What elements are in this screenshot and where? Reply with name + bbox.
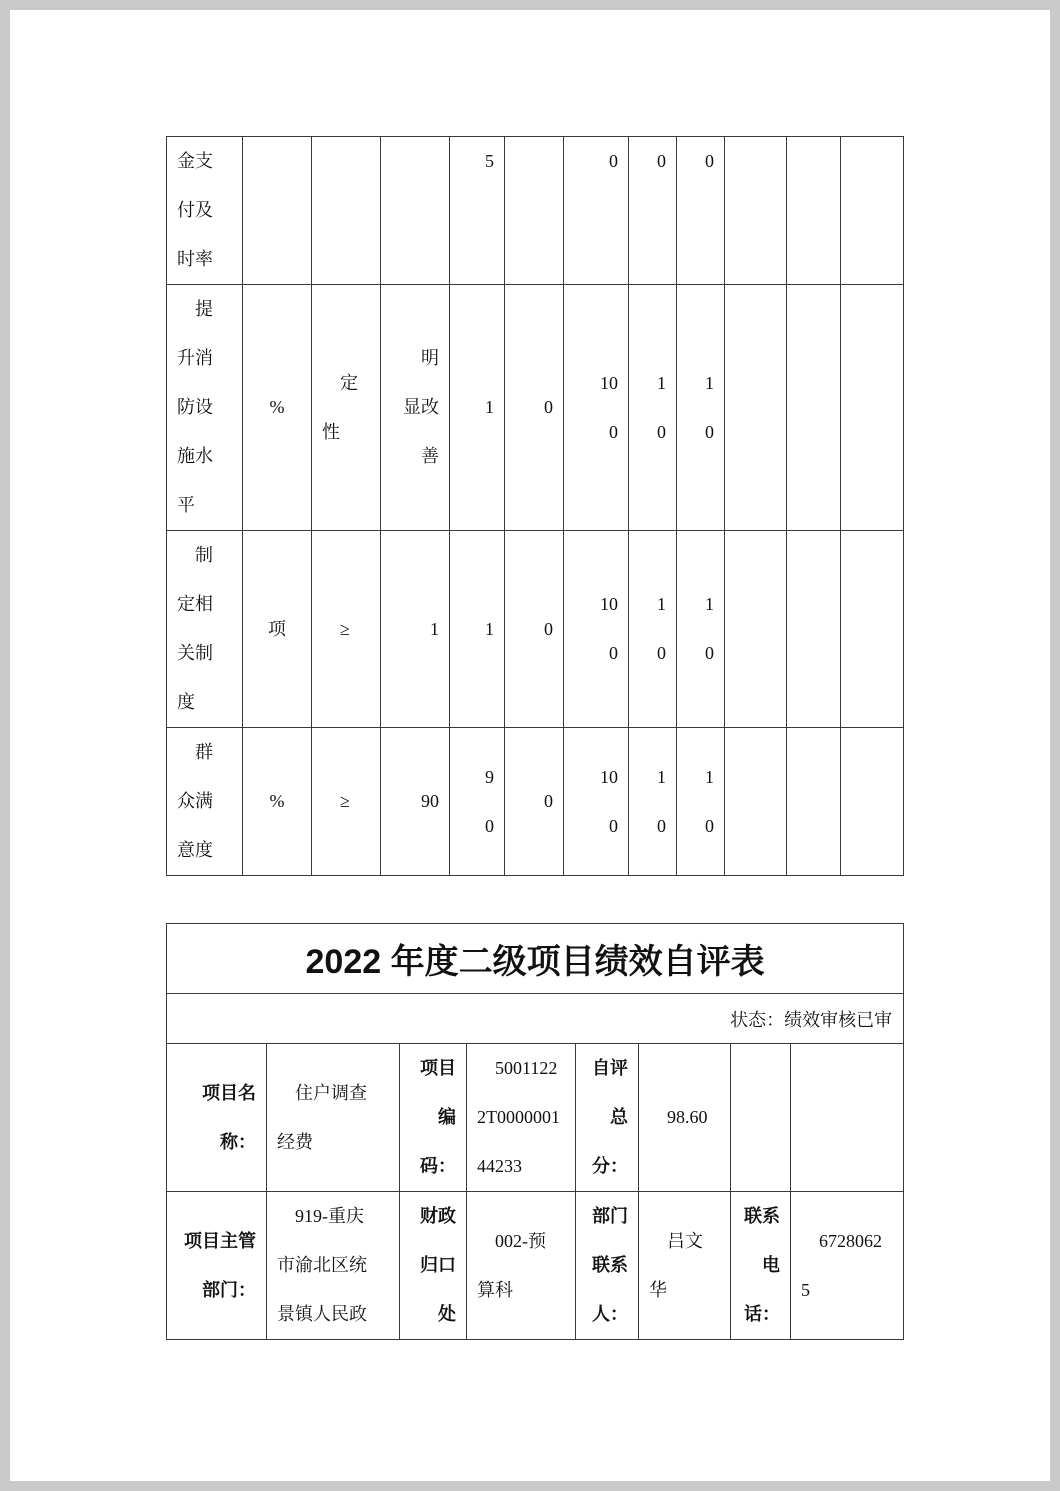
indicator-cell [505,728,564,876]
cell-line: 10 [600,372,618,393]
cell-line: 部门： [202,1279,256,1300]
indicator-cell [243,728,312,876]
cell-line: 0 [544,397,553,417]
indicator-cell [381,728,450,876]
indicator-cell [677,137,725,285]
cell-line: 0 [705,151,714,171]
indicator-cell [312,285,381,531]
info-row [167,1044,904,1192]
project-code-label [400,1044,467,1192]
cell-line: 升消 [177,348,213,368]
cell-line: 1 [657,594,666,614]
cell-line: 0 [705,421,714,442]
indicator-cell [505,137,564,285]
cell-line: % [269,397,285,417]
project-code-value [467,1044,576,1192]
indicator-cell [450,137,505,285]
indicator-name-cell [167,137,243,285]
cell-line: 定相 [177,594,213,614]
cell-line: 总 [610,1107,628,1127]
indicator-cell [505,285,564,531]
indicator-cell [243,137,312,285]
cell-line: 显改 [403,397,439,417]
cell-line: 1 [705,594,714,614]
cell-line: 1 [485,397,494,417]
indicator-cell [564,728,629,876]
cell-line: 项目名 [202,1082,256,1103]
cell-line: 群 [195,742,213,762]
cell-line: 1 [657,766,666,787]
phone-label [731,1192,791,1340]
cell-line: 防设 [177,397,213,417]
project-name-label [167,1044,267,1192]
cell-line: 度 [177,692,195,712]
indicator-cell [629,531,677,728]
indicator-cell [725,728,787,876]
cell-line: 算科 [477,1279,513,1300]
blank-cell [731,1044,791,1192]
indicator-cell [725,285,787,531]
cell-line: 1 [430,618,439,639]
indicator-cell [787,531,841,728]
indicator-name-cell [167,285,243,531]
cell-line: 2T0000001 [477,1107,560,1127]
indicator-cell [677,531,725,728]
indicator-name-cell [167,728,243,876]
cell-line: 0 [485,815,494,836]
indicator-cell [841,531,904,728]
indicator-cell [841,728,904,876]
cell-line: 项目主管 [184,1230,256,1251]
indicator-cell [787,728,841,876]
cell-line: 5 [801,1279,810,1300]
indicator-cell [725,531,787,728]
cell-line: 明 [421,348,439,368]
indicator-cell [243,531,312,728]
title-row [167,924,904,994]
cell-line: 施水 [177,446,213,466]
cell-line: 住户调查 [295,1082,367,1103]
cell-line: 0 [705,815,714,836]
cell-line: 码： [420,1156,456,1176]
blank-cell [791,1044,904,1192]
cell-line: 归口 [420,1255,456,1275]
cell-line: 6728062 [819,1230,882,1251]
cell-line: 时率 [177,249,213,269]
cell-line: 1 [657,372,666,393]
cell-line: 0 [705,643,714,663]
cell-line: 1 [705,766,714,787]
cell-line: 华 [649,1279,667,1300]
cell-line: 0 [609,421,618,442]
indicator-row [167,728,904,876]
cell-line: 项 [268,618,286,639]
cell-line: 自评 [592,1058,628,1078]
cell-line: 编 [438,1107,456,1127]
cell-line: 关制 [177,643,213,663]
cell-line: 002-预 [495,1230,546,1251]
indicator-cell [787,285,841,531]
cell-line: 44233 [477,1156,522,1176]
indicator-cell [841,285,904,531]
cell-line: 0 [609,815,618,836]
cell-line: 吕文 [667,1230,703,1251]
indicator-cell [564,285,629,531]
indicator-cell [564,137,629,285]
project-name-value [267,1044,400,1192]
indicator-row [167,531,904,728]
indicator-cell [505,531,564,728]
finance-office-label [400,1192,467,1340]
cell-line: 经费 [277,1131,313,1152]
indicator-cell [450,285,505,531]
cell-line: 联系 [592,1255,628,1275]
cell-line: 称： [220,1131,256,1152]
cell-line: 金支 [177,151,213,171]
indicator-cell [629,137,677,285]
cell-line: 10 [600,594,618,614]
indicator-cell [381,285,450,531]
cell-line: 市渝北区统 [277,1255,367,1275]
indicator-cell [841,137,904,285]
cell-line: 定 [340,372,358,393]
indicator-cell [381,137,450,285]
cell-line: % [269,791,285,811]
indicator-cell [787,137,841,285]
cell-line: ≥ [340,618,350,639]
cell-line: 90 [421,791,439,811]
cell-line: 919-重庆 [295,1206,364,1226]
indicator-cell [312,137,381,285]
cell-line: 5 [485,151,494,171]
cell-line: 9 [485,766,494,787]
indicator-cell [450,728,505,876]
indicator-cell [629,285,677,531]
cell-line: 0 [609,151,618,171]
cell-line: 0 [609,643,618,663]
cell-line: 性 [322,421,340,442]
cell-line: 人： [592,1304,628,1324]
cell-line: 0 [657,643,666,663]
self-score-value [639,1044,731,1192]
indicator-cell [677,728,725,876]
cell-line: 财政 [420,1206,456,1226]
info-row [167,1192,904,1340]
indicator-cell [381,531,450,728]
cell-line: ≥ [340,791,350,811]
cell-line: 0 [657,421,666,442]
cell-line: 善 [421,446,439,466]
indicator-cell [629,728,677,876]
cell-line: 众满 [177,791,213,811]
status-label: 状态：绩效审核已审 [167,994,904,1044]
cell-line: 平 [177,495,195,515]
cell-line: 付及 [177,200,213,220]
finance-office-value [467,1192,576,1340]
cell-line: 话： [744,1304,780,1324]
cell-line: 部门 [592,1206,628,1226]
department-value [267,1192,400,1340]
cell-line: 联系 [744,1206,780,1226]
indicator-cell [725,137,787,285]
indicator-row [167,137,904,285]
indicator-row [167,285,904,531]
contact-person-value [639,1192,731,1340]
indicator-name-cell [167,531,243,728]
indicator-cell [312,531,381,728]
cell-line: 提 [195,299,213,319]
indicator-cell [564,531,629,728]
report-title: 2022 年度二级项目绩效自评表 [167,924,904,994]
cell-line: 分： [592,1156,628,1176]
cell-line: 1 [705,372,714,393]
cell-line: 5001122 [495,1058,558,1078]
cell-line: 景镇人民政 [277,1304,367,1324]
cell-line: 制 [195,545,213,565]
indicator-table [166,136,904,876]
cell-line: 0 [544,791,553,811]
cell-line: 0 [657,151,666,171]
status-row [167,994,904,1044]
phone-value [791,1192,904,1340]
cell-line: 意度 [177,840,213,860]
department-label [167,1192,267,1340]
contact-person-label [576,1192,639,1340]
indicator-cell [677,285,725,531]
cell-line: 1 [485,618,494,639]
cell-line: 10 [600,766,618,787]
self-score-label [576,1044,639,1192]
cell-line: 0 [657,815,666,836]
indicator-cell [243,285,312,531]
self-evaluation-table [166,923,904,1340]
cell-line: 项目 [420,1058,456,1078]
cell-line: 电 [762,1255,780,1275]
cell-line: 0 [544,618,553,639]
cell-line: 处 [438,1304,456,1324]
indicator-cell [450,531,505,728]
indicator-cell [312,728,381,876]
cell-line: 98.60 [667,1107,708,1127]
